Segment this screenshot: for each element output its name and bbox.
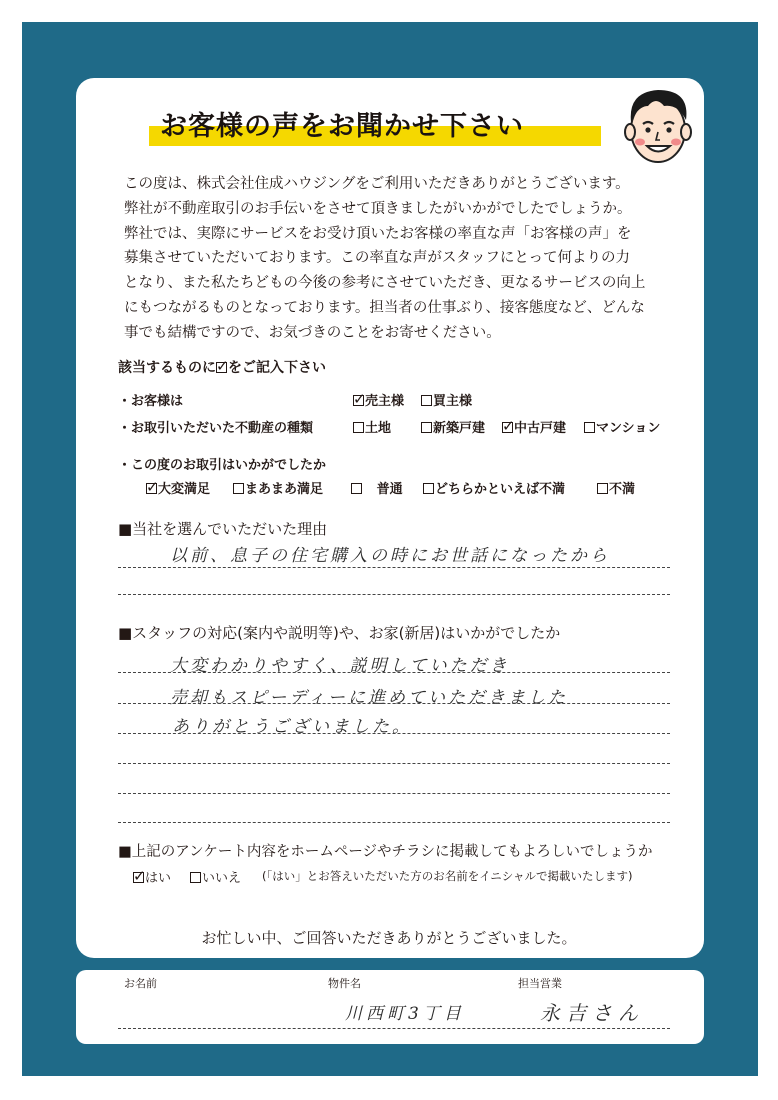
staff-face-illustration <box>618 82 698 168</box>
option-somewhat-dissatisfied-label: どちらかといえば不満 <box>435 482 566 497</box>
option-dissatisfied[interactable] <box>597 478 635 497</box>
checklist-heading <box>118 357 326 377</box>
checkbox-buyer[interactable] <box>421 395 432 406</box>
checkbox-very-satisfied[interactable]: ✓ <box>146 478 159 496</box>
checkbox-somewhat-dissatisfied[interactable] <box>423 483 434 494</box>
answer-line <box>118 567 670 568</box>
q3-heading: ■上記のアンケート内容をホームページやチラシに掲載してもよろしいでしょうか <box>118 844 653 860</box>
answer-line <box>118 793 670 794</box>
option-new-house-label: 新築戸建 <box>433 421 486 436</box>
staff-value: 永吉さん <box>540 1001 644 1025</box>
option-seller[interactable] <box>353 390 404 409</box>
checkbox-fairly-satisfied[interactable] <box>233 483 244 494</box>
satisfaction-label: ・この度のお取引はいかがでしたか <box>118 458 327 473</box>
checkbox-neutral[interactable] <box>351 483 362 494</box>
q2-answer-line-2: 売却もスピーディーに進めていただきました <box>170 688 568 708</box>
q2-answer-line-3: ありがとうございました。 <box>172 717 412 737</box>
q2-answer-line-1: 大変わかりやすく、説明していただき <box>170 656 510 676</box>
q1-heading: ■当社を選んでいただいた理由 <box>118 520 328 538</box>
option-dissatisfied-label: 不満 <box>609 482 636 497</box>
checkbox-dissatisfied[interactable] <box>597 483 608 494</box>
consent-yes[interactable] <box>133 867 171 886</box>
option-condo[interactable] <box>584 417 660 436</box>
consent-yes-label: はい <box>145 871 172 886</box>
checklist-heading-post: をご記入下さい <box>228 360 326 376</box>
answer-line <box>118 703 670 704</box>
option-condo-label: マンション <box>596 421 661 436</box>
checklist-heading-pre: 該当するものに <box>118 360 216 376</box>
option-somewhat-dissatisfied[interactable] <box>423 478 565 497</box>
checkbox-land[interactable] <box>353 422 364 433</box>
answer-line <box>118 733 670 734</box>
staff-label: 担当営業 <box>518 977 562 990</box>
option-very-satisfied[interactable] <box>146 478 210 497</box>
checkbox-consent-no[interactable] <box>190 872 201 883</box>
customer-type-label: ・お客様は <box>118 394 184 409</box>
answer-line <box>118 763 670 764</box>
q1-answer-line-1: 以前、息子の住宅購入の時にお世話になったから <box>170 546 610 566</box>
checkbox-used-house[interactable]: ✓ <box>502 417 515 435</box>
option-very-satisfied-label: 大変満足 <box>158 482 211 497</box>
option-land-label: 土地 <box>365 421 392 436</box>
answer-line <box>118 822 670 823</box>
option-buyer[interactable] <box>421 390 472 409</box>
option-used-house-label: 中古戸建 <box>514 421 567 436</box>
option-land[interactable] <box>353 417 391 436</box>
checkbox-seller[interactable]: ✓ <box>353 390 366 408</box>
page-title: お客様の声をお聞かせ下さい <box>160 111 524 142</box>
option-neutral[interactable] <box>351 478 403 497</box>
consent-no[interactable] <box>190 867 241 886</box>
checkbox-condo[interactable] <box>584 422 595 433</box>
option-fairly-satisfied-label: まあまあ満足 <box>245 482 324 497</box>
checkbox-sample-icon: ✓ <box>216 357 229 375</box>
option-neutral-label: 普通 <box>376 482 403 497</box>
option-seller-label: 売主様 <box>365 394 405 409</box>
intro-text: この度は、株式会社住成ハウジングをご利用いただきありがとうございます。 弊社が不動産取引のお手伝いをさせて頂きましたがいかがでしたでしょうか。 弊社では、実際にサービスをお受け頂いたお客様の率直な声「お客様の声」を 募集させていただいております。この率直な声がスタッフにとって何よりの力 となり、また私たちどもの今後の参考にさせていただき、更なるサービスの向上 にもつながるものとなっております。担当者の仕事ぶり、接客態度など、どんな 事でも結構ですので、お気づきのことをお寄せください。 <box>124 176 646 341</box>
thanks-message: お忙しい中、ご回答いただきありがとうございました。 <box>201 929 577 947</box>
option-new-house[interactable] <box>421 417 485 436</box>
answer-line <box>118 594 670 595</box>
checkbox-consent-yes[interactable]: ✓ <box>133 867 146 885</box>
consent-note: (「はい」とお答えいただいた方のお名前をイニシャルで掲載いたします) <box>262 869 633 883</box>
option-fairly-satisfied[interactable] <box>233 478 323 497</box>
property-type-label: ・お取引いただいた不動産の種類 <box>118 421 314 436</box>
checkbox-new-house[interactable] <box>421 422 432 433</box>
option-buyer-label: 買主様 <box>433 394 473 409</box>
consent-no-label: いいえ <box>202 871 242 886</box>
answer-line <box>118 672 670 673</box>
option-used-house[interactable] <box>502 417 566 436</box>
property-value: 川西町3丁目 <box>345 1004 465 1024</box>
name-label: お名前 <box>124 977 157 990</box>
property-label: 物件名 <box>328 977 361 990</box>
q2-heading: ■スタッフの対応(案内や説明等)や、お家(新居)はいかがでしたか <box>118 624 561 642</box>
footer-line <box>118 1028 670 1029</box>
